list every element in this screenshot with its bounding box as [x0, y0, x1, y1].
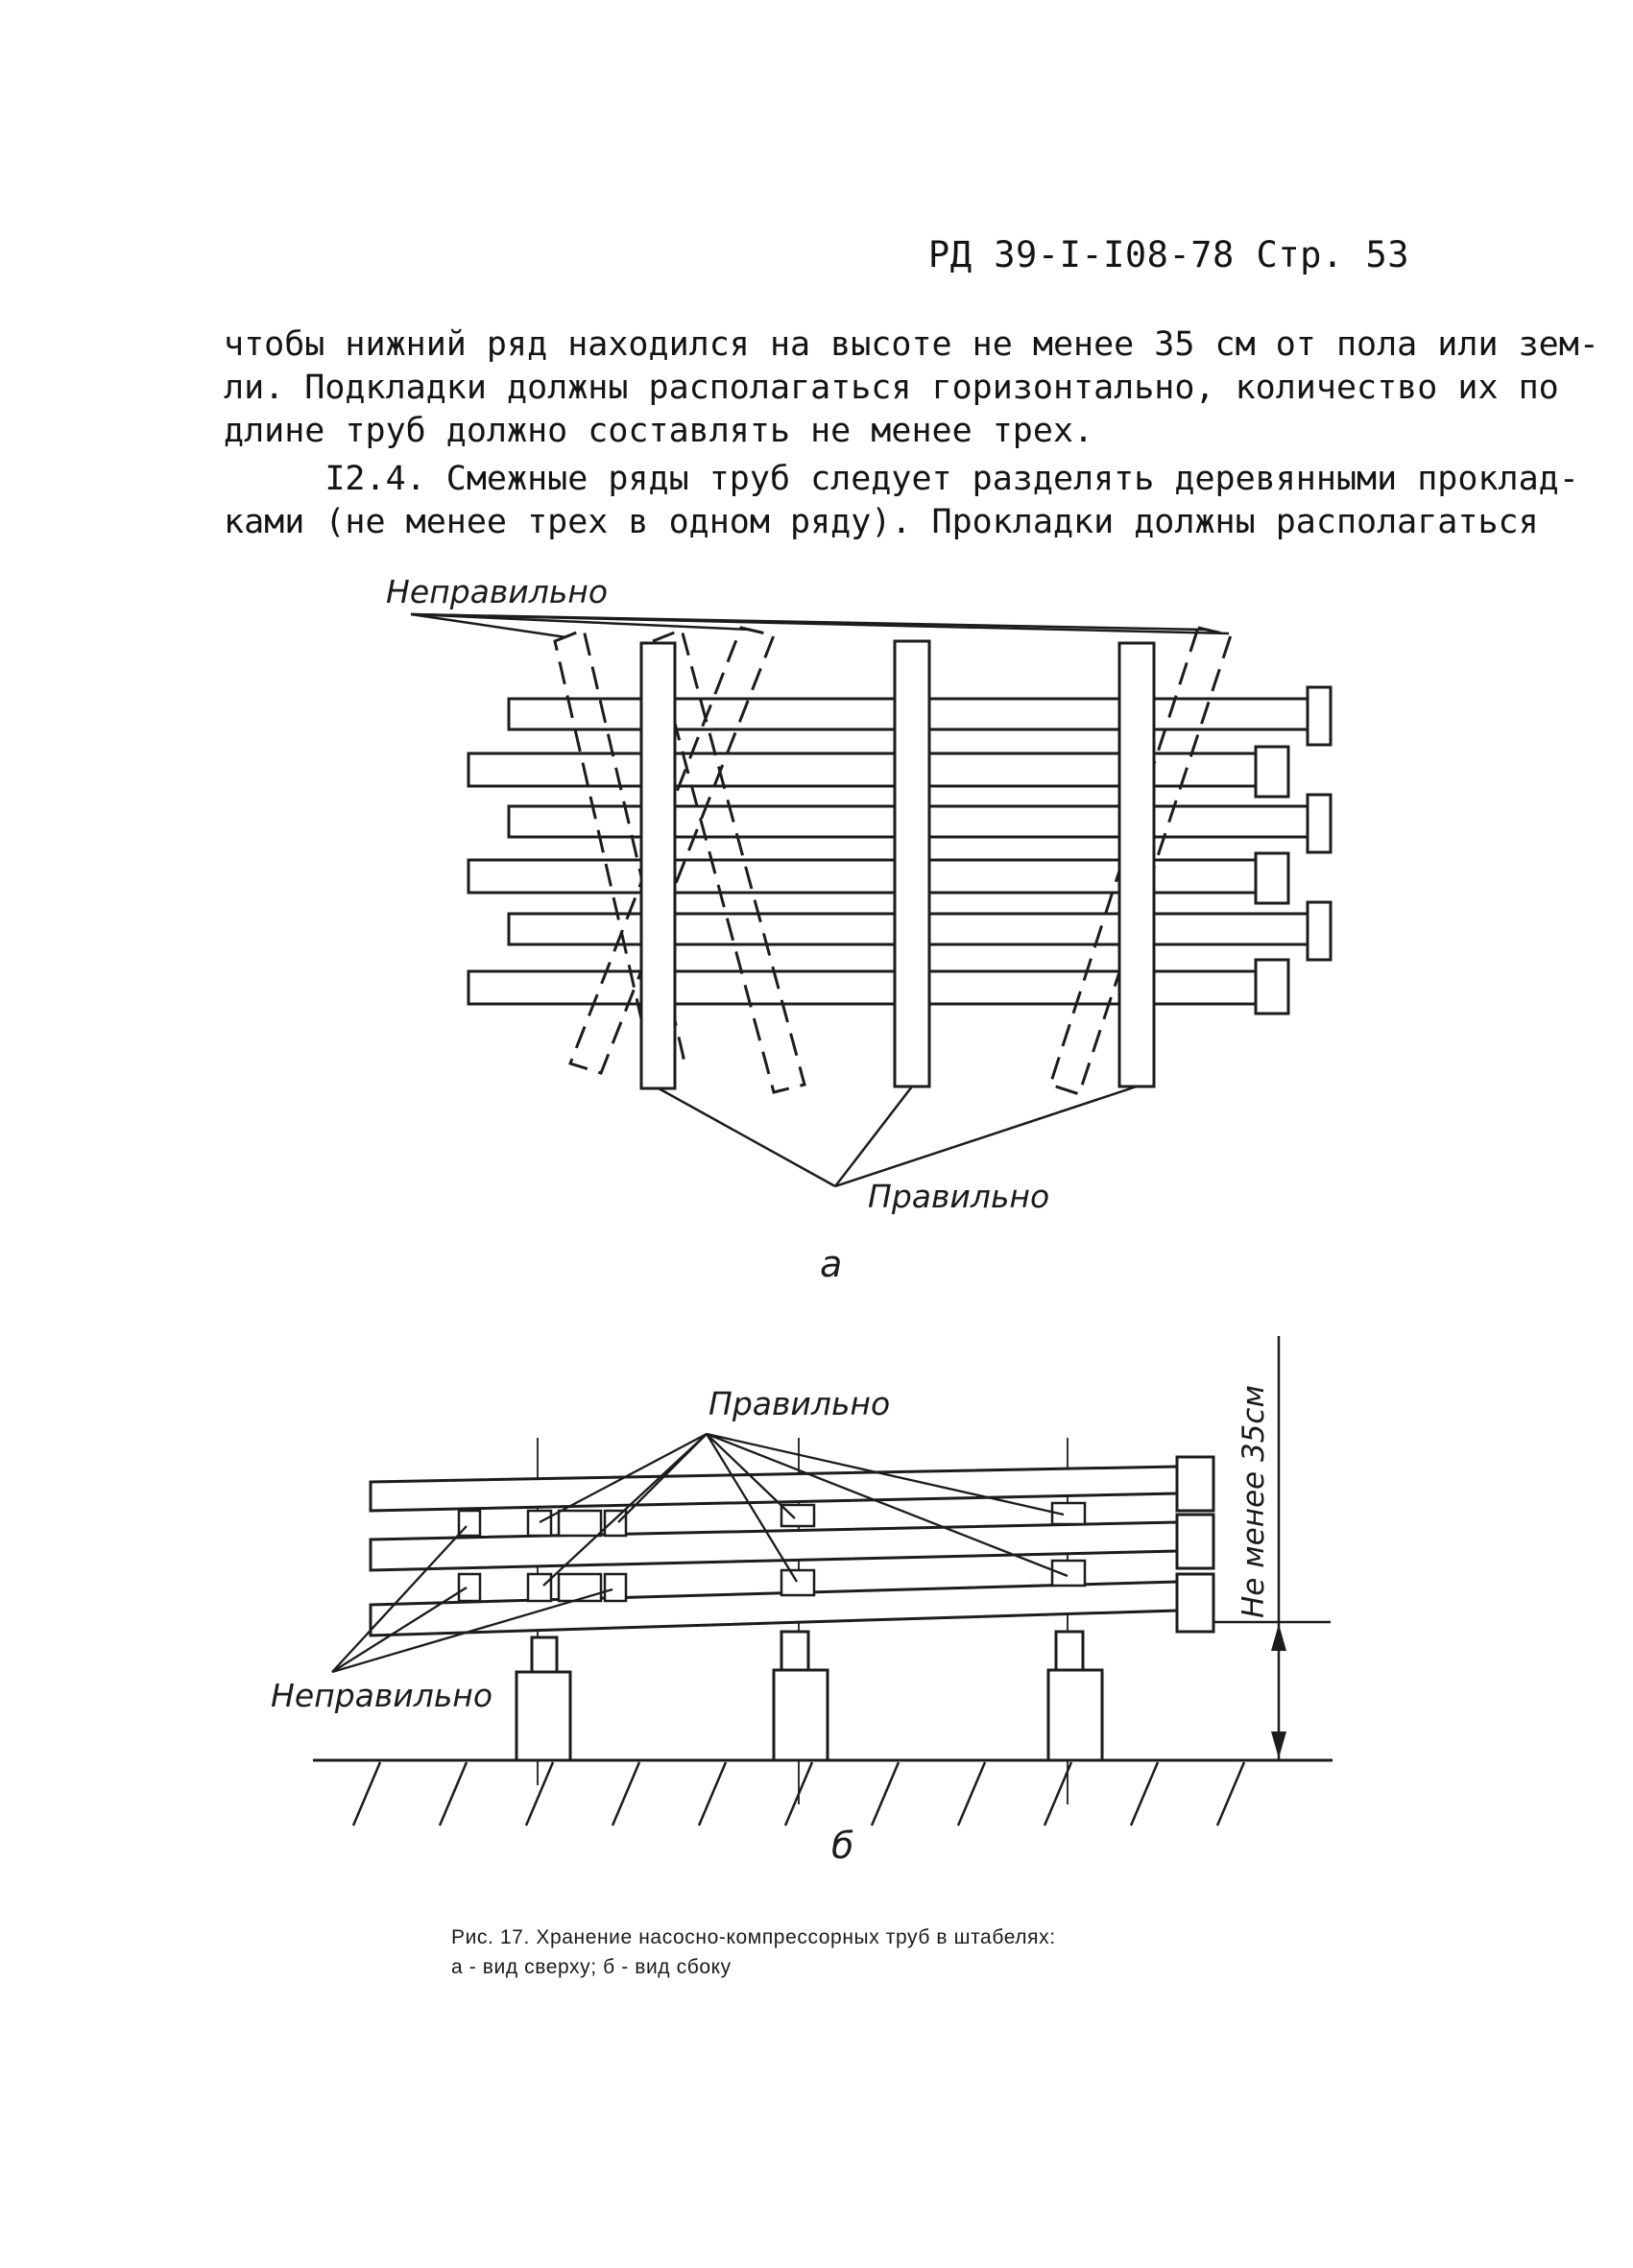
support-1	[516, 1637, 570, 1760]
right-spacer-2	[895, 641, 929, 1086]
label-right-a: Правильно	[868, 1178, 1050, 1215]
figure-a-top-view	[411, 614, 1331, 1186]
text-line: I2.4. Смежные ряды труб следует разделять деревянными проклад-	[224, 460, 1579, 498]
text-line: ли. Подкладки должны располагаться горизонтально, количество их по	[224, 369, 1559, 407]
support-3	[1048, 1632, 1102, 1760]
pipe-row-2	[468, 747, 1288, 797]
support-2	[774, 1632, 828, 1760]
label-right-b: Правильно	[708, 1385, 891, 1422]
right-spacer-3	[1119, 643, 1154, 1086]
figure-caption	[451, 1922, 1056, 1982]
text-line: длине труб должно составлять не менее трех.	[224, 412, 1094, 450]
text-line: ками (не менее трех в одном ряду). Прокладки должны располагаться	[224, 503, 1539, 541]
sublabel-b: б	[831, 1825, 854, 1867]
leaders-wrong-a	[411, 614, 1229, 637]
sublabel-a: а	[820, 1243, 843, 1285]
leaders-right-a	[659, 1086, 1137, 1186]
caption-line-2: а - вид сверху; б - вид сбоку	[451, 1956, 732, 1978]
pipe-row-4	[468, 853, 1288, 903]
side-pipe-1	[371, 1457, 1213, 1511]
label-wrong-b: Неправильно	[271, 1677, 493, 1714]
page-header: РД 39-I-I08-78 Стр. 53	[927, 234, 1409, 275]
label-wrong-a: Неправильно	[386, 573, 609, 610]
right-spacer-1	[641, 643, 675, 1088]
caption-line-1: Рис. 17. Хранение насосно-компрессорных труб в штабелях:	[451, 1926, 1056, 1948]
dimension-35cm	[1213, 1336, 1331, 1760]
dimension-label: Не менее 35см	[1237, 1385, 1271, 1618]
text-line: чтобы нижний ряд находился на высоте не менее 35 см от пола или зем-	[224, 325, 1599, 364]
